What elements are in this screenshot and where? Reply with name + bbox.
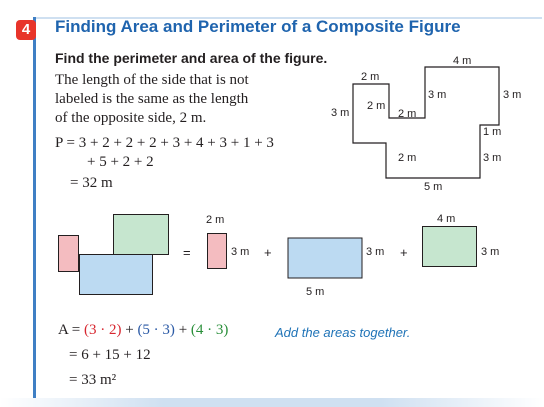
example-number-badge: 4 [16,20,36,40]
explanation-line-3: of the opposite side, 2 m. [55,110,207,126]
area-prefix: A = [58,322,81,338]
example-prompt: Find the perimeter and area of the figure. [55,50,328,66]
label-bottom-inner: 2 m [398,152,417,164]
label-inner-left: 2 m [367,100,386,112]
label-right-top: 3 m [503,89,522,101]
label-right-bottom: 3 m [483,152,502,164]
green-height-label: 3 m [481,246,500,258]
small-height-label: 3 m [231,246,250,258]
plus-sign-2: + [400,245,408,260]
area-line-2: = 6 + 15 + 12 [69,347,151,363]
label-top-left: 2 m [361,71,380,83]
equals-sign: = [183,245,191,260]
explanation-line-1: The length of the side that is not [55,72,249,88]
area-term-3: (4 · 3) [190,322,229,338]
example-title: Finding Area and Perimeter of a Composite Figure [55,17,461,36]
area-plus-a: + [125,322,134,338]
large-rectangle-shape [288,238,362,278]
combined-green-rectangle [113,214,169,255]
plus-sign-1: + [264,245,272,260]
area-term-1: (3 · 2) [83,322,122,338]
perimeter-result: = 32 m [70,175,113,191]
perimeter-line-2: + 5 + 2 + 2 [87,154,154,170]
green-width-label: 4 m [437,213,456,225]
small-width-label: 2 m [206,214,225,226]
large-height-label: 3 m [366,246,385,258]
large-width-label: 5 m [306,286,325,298]
area-equation [58,322,228,339]
explanation-line-2: labeled is the same as the length [55,91,249,107]
area-note: Add the areas together. [275,325,411,340]
combined-blue-rectangle [79,254,153,295]
small-rectangle [207,233,227,269]
composite-figure-outline [353,67,502,178]
label-step: 3 m [428,89,447,101]
area-plus-b: + [178,322,188,338]
label-bottom: 5 m [424,181,443,193]
label-left: 3 m [331,107,350,119]
combined-pink-rectangle [58,235,79,272]
area-result: = 33 m² [69,372,117,388]
green-rectangle [422,226,477,267]
perimeter-line-1: P = 3 + 2 + 2 + 2 + 3 + 4 + 3 + 1 + 3 [55,135,274,151]
area-term-2: (5 · 3) [137,322,175,338]
label-notch: 1 m [483,126,502,138]
label-top-right: 4 m [453,55,472,67]
bottom-bar [0,398,544,407]
label-inner-bottom: 2 m [398,108,417,120]
